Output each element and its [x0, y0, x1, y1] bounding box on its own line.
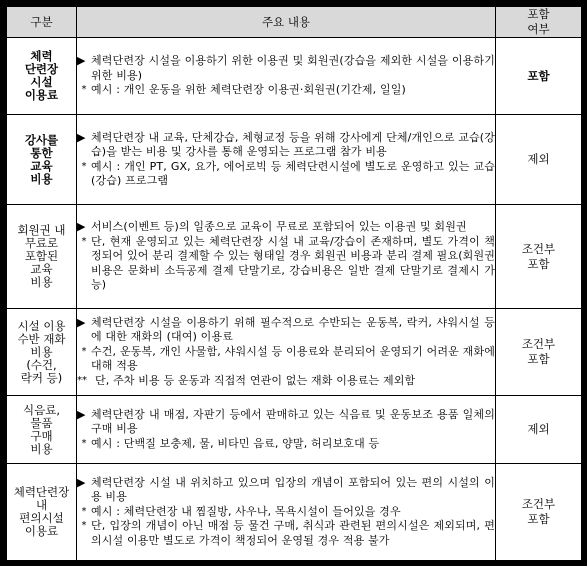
item-text: 단, 주차 비용 등 운동과 직접적 연관이 없는 재화 이용료는 제외함: [95, 373, 416, 387]
note-item: [77, 83, 495, 98]
main-item: [77, 131, 495, 160]
note-marker: **: [77, 374, 87, 386]
note-marker: *: [81, 437, 87, 449]
note-marker: *: [81, 160, 87, 172]
table-row: [7, 396, 582, 464]
note-item: [77, 519, 495, 548]
item-text: 예시 : 체력단련장 내 찜질방, 사우나, 목욕시설이 들어있을 경우: [91, 504, 401, 518]
item-text: 체력단련장 시설 내 위치하고 있으며 입장의 개념이 포함되어 있는 편의 시설의 이용 비용: [91, 475, 495, 504]
row-content: [77, 38, 496, 115]
note-item: [77, 437, 495, 452]
main-item: [77, 220, 495, 235]
table-row: [7, 464, 582, 561]
row-included: 포함: [496, 38, 582, 115]
item-text: 체력단련장 시설을 이용하기 위한 이용권 및 회원권(강습을 제외한 시설을 이용하기 위한 비용): [91, 54, 495, 82]
item-text: 서비스(이벤트 등)의 일종으로 교육이 무료로 포함되어 있는 이용권 및 회원권: [91, 220, 467, 234]
item-text: 수건, 운동복, 개인 사물함, 샤워시설 등 이용료와 분리되어 운영되기 어려운 재화에 대해 적용: [91, 344, 495, 373]
note-item: [77, 345, 495, 374]
row-content: [77, 115, 496, 205]
main-item: [77, 54, 495, 83]
item-text: 예시 : 개인 운동을 위한 체력단련장 이용권·회원권(기간제, 일일): [91, 83, 406, 97]
header-row: [7, 7, 582, 38]
note-item: [77, 160, 495, 189]
item-text: 예시 : 단백질 보충제, 물, 비타민 음료, 양말, 허리보호대 등: [91, 436, 380, 450]
row-category: 회원권 내 무료로 포함된 교육 비용: [7, 205, 77, 309]
note-marker: *: [81, 84, 87, 96]
note-item: [77, 505, 495, 520]
row-included: 제외: [496, 115, 582, 205]
main-item: [77, 316, 495, 345]
item-text: 단, 입장의 개념이 아닌 매점 등 물건 구매, 취식과 관련된 편의시설은 제외되며, 편의시설 이용만 별도로 가격이 책정되어 운영될 경우 적용 불가: [91, 519, 495, 547]
row-content: [77, 309, 496, 396]
arrow-bullet-icon: ▶: [77, 407, 86, 421]
table-row: [7, 205, 582, 309]
arrow-bullet-icon: ▶: [77, 130, 86, 144]
table-row: [7, 309, 582, 396]
arrow-bullet-icon: ▶: [77, 54, 86, 68]
row-category: 체력 단련장 시설 이용료: [7, 38, 77, 115]
item-text: 체력단련장 내 매점, 자판기 등에서 판매하고 있는 식음료 및 운동보조 용품 일체의 구매 비용: [91, 407, 495, 436]
note-marker: *: [81, 235, 87, 247]
fitness-cost-table: [6, 6, 582, 561]
row-included: 조건부 포함: [496, 205, 582, 309]
note-marker: *: [81, 345, 87, 357]
note-marker: *: [81, 520, 87, 532]
arrow-bullet-icon: ▶: [77, 220, 86, 234]
row-category: 체력단련장 내 편의시설 이용료: [7, 464, 77, 561]
header-content: 주요 내용: [77, 7, 496, 38]
item-text: 체력단련장 내 교육, 단체강습, 체형교정 등을 위해 강사에게 단체/개인으로 교습(강습)을 받는 비용 및 강사를 통해 운영되는 프로그램 참가 비용: [91, 130, 496, 158]
header-category: 구분: [7, 7, 77, 38]
row-content: [77, 205, 496, 309]
header-included: 포함 여부: [496, 7, 582, 38]
arrow-bullet-icon: ▶: [77, 475, 86, 489]
item-text: 단, 현재 운영되고 있는 체력단련장 시설 내 교육/강습이 존재하며, 별도 가격이 책정되어 있어 분리 결제할 수 있는 형태일 경우 회원권 비용과 분리 결제 필요(회원권 비용은 문화비 소득공제 결제 단말기로, 강습비용은 일반 결제 단말기로 결제시 가능): [91, 234, 495, 292]
row-category: 식음료, 물품 구매 비용: [7, 396, 77, 464]
table-row: [7, 115, 582, 205]
item-text: 체력단련장 시설을 이용하기 위해 필수적으로 수반되는 운동복, 락커, 샤워시설 등에 대한 재화의 (대여) 이용료: [91, 315, 495, 344]
main-item: [77, 408, 495, 437]
note-marker: *: [81, 505, 87, 517]
row-category: 시설 이용 수반 재화 비용 (수건, 락커 등): [7, 309, 77, 396]
main-item: [77, 476, 495, 505]
row-included: 조건부 포함: [496, 309, 582, 396]
arrow-bullet-icon: ▶: [77, 315, 86, 329]
row-content: [77, 464, 496, 561]
table-row: [7, 38, 582, 115]
row-included: 조건부 포함: [496, 464, 582, 561]
row-category: 강사를 통한 교육 비용: [7, 115, 77, 205]
item-text: 예시 : 개인 PT, GX, 요가, 에어로빅 등 체력단련시설에 별도로 운영하고 있는 교습(강습) 프로그램: [91, 159, 495, 187]
note-item: [77, 235, 495, 293]
note-item: [77, 374, 495, 389]
row-included: 제외: [496, 396, 582, 464]
row-content: [77, 396, 496, 464]
